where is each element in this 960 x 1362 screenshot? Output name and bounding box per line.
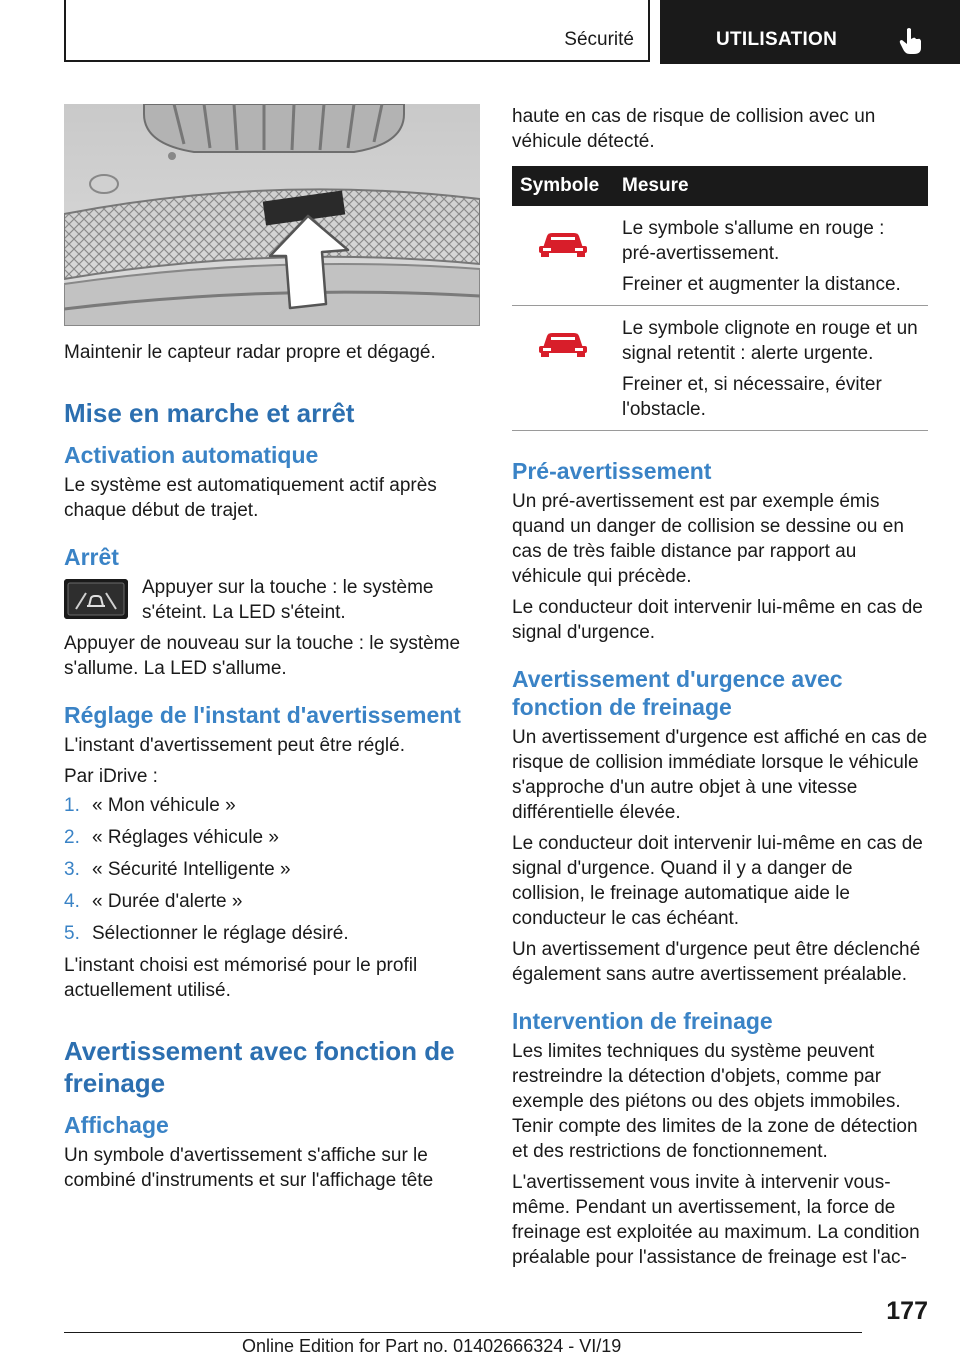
list-item	[64, 921, 482, 946]
table-header-symbole: Symbole	[512, 166, 614, 206]
symbol-cell	[512, 206, 614, 306]
paragraph-activation: Le système est automatiquement actif après chaque début de trajet.	[64, 475, 437, 521]
pointing-hand-icon	[898, 27, 924, 55]
heading-reglage: Réglage de l'instant d'avertissement	[64, 702, 461, 728]
list-item	[64, 793, 482, 818]
step-text: « Réglages véhicule »	[92, 827, 279, 848]
radar-sensor-photo	[64, 104, 480, 326]
paragraph-urgence-3: Un avertissement d'urgence peut être déclenché également sans autre avertissement préalable.	[512, 939, 921, 985]
paragraph-idrive: Par iDrive :	[64, 766, 158, 787]
table-row	[512, 306, 928, 431]
symbol-cell	[512, 306, 614, 431]
red-car-warning-icon	[537, 228, 589, 258]
paragraph-urgence-1: Un avertissement d'urgence est affiché en cas de risque de collision immédiate lorsque le véhicule s'approche d'un autre objet à une vitesse différentielle élevée.	[512, 727, 928, 823]
symbol-table	[512, 166, 928, 431]
idrive-steps-list	[64, 793, 482, 946]
list-item	[64, 889, 482, 914]
measure-line: Le symbole clignote en rouge et un signal retentit : alerte urgente.	[622, 318, 918, 364]
step-number: 5.	[64, 923, 80, 944]
measure-action: Freiner et, si nécessaire, éviter l'obstacle.	[622, 374, 882, 420]
heading-pre-avertissement: Pré-avertissement	[512, 458, 712, 484]
left-column	[64, 104, 482, 1193]
footer-divider	[64, 1332, 862, 1333]
step-number: 1.	[64, 795, 80, 816]
header-chapter-label: UTILISATION	[716, 29, 838, 50]
paragraph-memorise: L'instant choisi est mémorisé pour le profil actuellement utilisé.	[64, 955, 418, 1001]
page-number: 177	[886, 1297, 928, 1325]
heading-avertissement-urgence: Avertissement d'urgence avec fonction de freinage	[512, 666, 843, 720]
measure-action: Freiner et augmenter la distance.	[622, 274, 901, 295]
heading-affichage: Affichage	[64, 1112, 169, 1138]
step-text: « Durée d'alerte »	[92, 891, 243, 912]
button-instruction-row	[64, 575, 482, 625]
paragraph-continuation: haute en cas de risque de collision avec un véhicule détecté.	[512, 106, 876, 152]
step-number: 4.	[64, 891, 80, 912]
header-section-tab	[64, 0, 650, 62]
table-row	[512, 206, 928, 306]
paragraph-urgence-2: Le conducteur doit intervenir lui-même en cas de signal d'urgence. Quand il y a danger de collision, le freinage automatique aide le conducteur le cas échéant.	[512, 833, 923, 929]
photo-caption: Maintenir le capteur radar propre et dégagé.	[64, 342, 436, 363]
paragraph-intervention-2: L'avertissement vous invite à intervenir vous-même. Pendant un avertissement, la force de freinage est exploitée au maximum. La condition préalable pour l'assistance de freinage est l'ac-	[512, 1172, 920, 1268]
paragraph-arret-again: Appuyer de nouveau sur la touche : le système s'allume. La LED s'allume.	[64, 633, 461, 679]
paragraph-reglage: L'instant d'avertissement peut être réglé.	[64, 735, 405, 756]
step-number: 2.	[64, 827, 80, 848]
paragraph-arret-button: Appuyer sur la touche : le système s'éteint. La LED s'éteint.	[142, 577, 434, 623]
heading-arret: Arrêt	[64, 544, 119, 570]
list-item	[64, 857, 482, 882]
measure-cell	[614, 306, 928, 431]
paragraph-pre-1: Un pré-avertissement est par exemple émis quand un danger de collision se dessine ou en cas de très faible distance par rapport au véhicule qui précède.	[512, 491, 904, 587]
step-number: 3.	[64, 859, 80, 880]
collision-warning-button-icon	[64, 579, 128, 619]
step-text: « Sécurité Intelligente »	[92, 859, 291, 880]
header-section-label: Sécurité	[564, 29, 634, 50]
heading-intervention-freinage: Intervention de freinage	[512, 1008, 773, 1034]
header-chapter-tab	[660, 0, 960, 64]
right-column	[512, 104, 928, 1270]
paragraph-intervention-1: Les limites techniques du système peuvent restreindre la détection d'objets, comme par exemple des piétons ou des objets immobiles. Tenir compte des limites de la zone de détection et des restrictions de fonctionnement.	[512, 1041, 918, 1162]
heading-mise-en-marche: Mise en marche et arrêt	[64, 398, 355, 428]
page-header	[64, 0, 960, 66]
step-text: « Mon véhicule »	[92, 795, 236, 816]
measure-cell	[614, 206, 928, 306]
paragraph-pre-2: Le conducteur doit intervenir lui-même en cas de signal d'urgence.	[512, 597, 923, 643]
list-item	[64, 825, 482, 850]
footer-edition: Online Edition for Part no. 01402666324 - VI/19	[242, 1336, 622, 1356]
step-text: Sélectionner le réglage désiré.	[92, 923, 349, 944]
heading-avertissement-freinage: Avertissement avec fonction de freinage	[64, 1036, 455, 1098]
heading-activation-automatique: Activation automatique	[64, 442, 319, 468]
table-header-mesure: Mesure	[614, 166, 928, 206]
paragraph-affichage: Un symbole d'avertissement s'affiche sur le combiné d'instruments et sur l'affichage tête	[64, 1145, 434, 1191]
measure-line: Le symbole s'allume en rouge : pré-avertissement.	[622, 218, 885, 264]
red-car-warning-icon	[537, 328, 589, 358]
